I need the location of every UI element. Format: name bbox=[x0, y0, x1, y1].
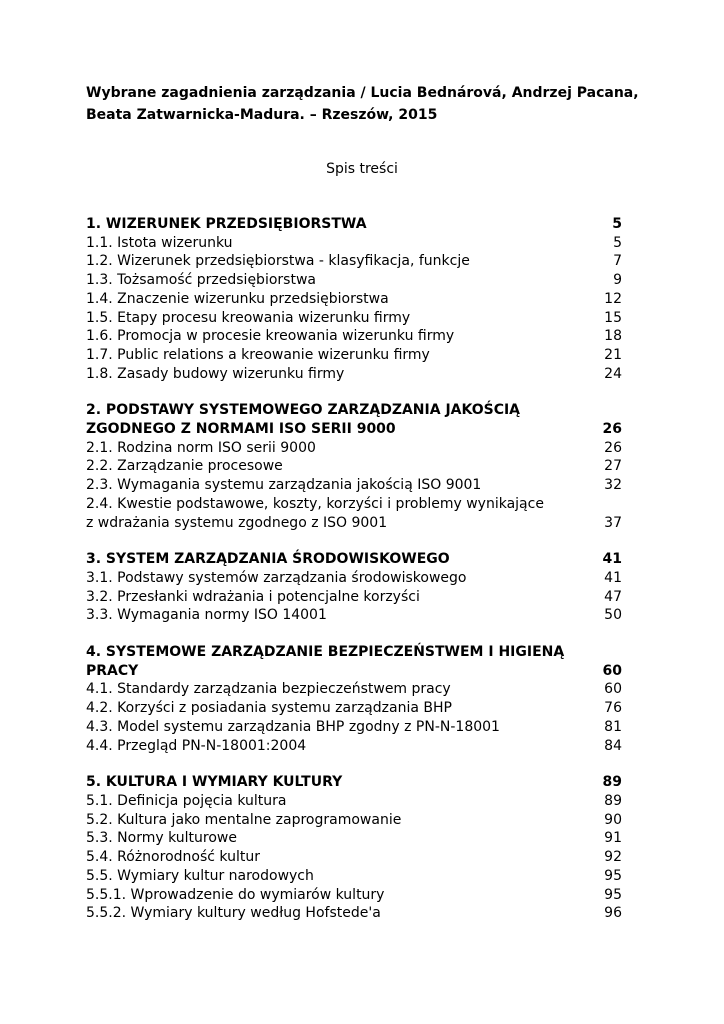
entry-label: 1.6. Promocja w procesie kreowania wizerunku firmy bbox=[86, 328, 455, 345]
toc-entry[interactable] bbox=[86, 718, 622, 737]
section-page-number: 60 bbox=[602, 662, 622, 679]
entry-page-number: 9 bbox=[613, 272, 622, 289]
entry-label-line-2: z wdrażania systemu zgodnego z ISO 9001 bbox=[86, 514, 388, 531]
section-heading-line-2[interactable] bbox=[86, 662, 622, 681]
entry-label: 2.3. Wymagania systemu zarządzania jakością ISO 9001 bbox=[86, 477, 482, 494]
section-title-line-2: PRACY bbox=[86, 662, 139, 679]
entry-label: 4.4. Przegląd PN-N-18001:2004 bbox=[86, 737, 307, 754]
entry-label: 4.2. Korzyści z posiadania systemu zarządzania BHP bbox=[86, 700, 452, 717]
toc-entry[interactable] bbox=[86, 848, 622, 867]
entry-page-number: 47 bbox=[604, 588, 622, 605]
entry-page-number: 37 bbox=[604, 514, 622, 531]
entry-label: 5.2. Kultura jako mentalne zaprogramowanie bbox=[86, 811, 402, 828]
entry-label: 1.2. Wizerunek przedsiębiorstwa - klasyfikacja, funkcje bbox=[86, 253, 470, 270]
entry-page-number: 26 bbox=[604, 439, 622, 456]
toc-section-4 bbox=[86, 643, 622, 755]
toc-entry[interactable] bbox=[86, 439, 622, 458]
entry-page-number: 15 bbox=[604, 309, 622, 326]
entry-label: 3.1. Podstawy systemów zarządzania środowiskowego bbox=[86, 569, 467, 586]
entry-label: 5.5. Wymiary kultur narodowych bbox=[86, 867, 314, 884]
entry-label: 2.1. Rodzina norm ISO serii 9000 bbox=[86, 439, 316, 456]
toc-entry[interactable] bbox=[86, 886, 622, 905]
toc-entry[interactable] bbox=[86, 792, 622, 811]
entry-page-number: 18 bbox=[604, 328, 622, 345]
section-title-line-2: ZGODNEGO Z NORMAMI ISO SERII 9000 bbox=[86, 421, 396, 438]
toc-entry[interactable] bbox=[86, 737, 622, 756]
section-title-line-1: 4. SYSTEMOWE ZARZĄDZANIE BEZPIECZEŃSTWEM I HIGIENĄ bbox=[86, 644, 565, 661]
entry-label: 3.2. Przesłanki wdrażania i potencjalne korzyści bbox=[86, 588, 420, 605]
toc-entry[interactable] bbox=[86, 309, 622, 328]
entry-label-line-1: 2.4. Kwestie podstawowe, koszty, korzyści i problemy wynikające bbox=[86, 495, 544, 512]
toc-section-1 bbox=[86, 215, 622, 383]
section-heading-line-1[interactable] bbox=[86, 401, 622, 420]
entry-page-number: 21 bbox=[604, 346, 622, 363]
section-heading[interactable] bbox=[86, 550, 622, 569]
entry-page-number: 41 bbox=[604, 569, 622, 586]
entry-label: 3.3. Wymagania normy ISO 14001 bbox=[86, 607, 327, 624]
toc-section-2 bbox=[86, 401, 622, 532]
entry-page-number: 81 bbox=[604, 718, 622, 735]
entry-page-number: 89 bbox=[604, 792, 622, 809]
header-line-1: Wybrane zagadnienia zarządzania / Lucia Bednárová, Andrzej Pacana, bbox=[86, 85, 639, 101]
entry-label: 5.5.1. Wprowadzenie do wymiarów kultury bbox=[86, 886, 385, 903]
entry-page-number: 7 bbox=[613, 253, 622, 270]
section-heading[interactable] bbox=[86, 773, 622, 792]
header-line-2: Beata Zatwarnicka-Madura. – Rzeszów, 2015 bbox=[86, 107, 438, 123]
entry-page-number: 12 bbox=[604, 290, 622, 307]
entry-label: 1.5. Etapy procesu kreowania wizerunku firmy bbox=[86, 309, 411, 326]
section-title: 1. WIZERUNEK PRZEDSIĘBIORSTWA bbox=[86, 216, 367, 232]
entry-page-number: 76 bbox=[604, 700, 622, 717]
entry-label: 5.5.2. Wymiary kultury według Hofstede'a bbox=[86, 905, 381, 922]
section-heading-line-1[interactable] bbox=[86, 643, 622, 662]
toc-entry[interactable] bbox=[86, 271, 622, 290]
entry-label: 1.3. Tożsamość przedsiębiorstwa bbox=[86, 272, 316, 289]
section-page-number: 5 bbox=[612, 216, 622, 232]
entry-page-number: 96 bbox=[604, 905, 622, 922]
bibliographic-header bbox=[86, 82, 646, 126]
section-heading-line-2[interactable] bbox=[86, 420, 622, 439]
entry-page-number: 95 bbox=[604, 867, 622, 884]
toc-entry[interactable] bbox=[86, 457, 622, 476]
entry-page-number: 95 bbox=[604, 886, 622, 903]
entry-label: 1.1. Istota wizerunku bbox=[86, 234, 233, 251]
toc-entry[interactable] bbox=[86, 346, 622, 365]
entry-page-number: 90 bbox=[604, 811, 622, 828]
toc-entry[interactable] bbox=[86, 252, 622, 271]
entry-page-number: 92 bbox=[604, 849, 622, 866]
toc-entry[interactable] bbox=[86, 290, 622, 309]
section-page-number: 26 bbox=[602, 421, 622, 438]
section-heading[interactable] bbox=[86, 215, 622, 234]
section-title: 3. SYSTEM ZARZĄDZANIA ŚRODOWISKOWEGO bbox=[86, 551, 450, 568]
entry-page-number: 24 bbox=[604, 365, 622, 382]
section-title-line-1: 2. PODSTAWY SYSTEMOWEGO ZARZĄDZANIA JAKOŚCIĄ bbox=[86, 402, 521, 419]
toc-title: Spis treści bbox=[326, 161, 398, 177]
toc-entry-line-1[interactable] bbox=[86, 495, 622, 514]
toc-entry[interactable] bbox=[86, 476, 622, 495]
section-title: 5. KULTURA I WYMIARY KULTURY bbox=[86, 774, 343, 791]
toc-entry-line-2[interactable] bbox=[86, 514, 622, 533]
entry-label: 2.2. Zarządzanie procesowe bbox=[86, 458, 283, 475]
entry-label: 5.4. Różnorodność kultur bbox=[86, 849, 260, 866]
entry-page-number: 60 bbox=[604, 681, 622, 698]
entry-page-number: 91 bbox=[604, 830, 622, 847]
toc-entry[interactable] bbox=[86, 699, 622, 718]
toc-entry[interactable] bbox=[86, 365, 622, 384]
entry-label: 5.1. Definicja pojęcia kultura bbox=[86, 792, 287, 809]
entry-page-number: 32 bbox=[604, 477, 622, 494]
entry-label: 1.4. Znaczenie wizerunku przedsiębiorstwa bbox=[86, 290, 389, 307]
toc-entry[interactable] bbox=[86, 680, 622, 699]
entry-label: 1.8. Zasady budowy wizerunku firmy bbox=[86, 365, 345, 382]
toc-entry[interactable] bbox=[86, 867, 622, 886]
toc-entry[interactable] bbox=[86, 829, 622, 848]
table-of-contents bbox=[86, 215, 622, 941]
section-page-number: 89 bbox=[602, 774, 622, 791]
entry-page-number: 27 bbox=[604, 458, 622, 475]
entry-label: 4.3. Model systemu zarządzania BHP zgodny z PN-N-18001 bbox=[86, 718, 500, 735]
entry-label: 5.3. Normy kulturowe bbox=[86, 830, 237, 847]
toc-section-3 bbox=[86, 550, 622, 625]
toc-entry[interactable] bbox=[86, 234, 622, 253]
entry-page-number: 84 bbox=[604, 737, 622, 754]
section-page-number: 41 bbox=[602, 551, 622, 568]
entry-page-number: 5 bbox=[613, 234, 622, 251]
entry-page-number: 50 bbox=[604, 607, 622, 624]
toc-section-5 bbox=[86, 773, 622, 923]
toc-entry[interactable] bbox=[86, 606, 622, 625]
toc-entry[interactable] bbox=[86, 588, 622, 607]
toc-entry[interactable] bbox=[86, 811, 622, 830]
toc-entry[interactable] bbox=[86, 327, 622, 346]
entry-label: 4.1. Standardy zarządzania bezpieczeństwem pracy bbox=[86, 681, 451, 698]
entry-label: 1.7. Public relations a kreowanie wizerunku firmy bbox=[86, 346, 430, 363]
toc-entry[interactable] bbox=[86, 904, 622, 923]
toc-entry[interactable] bbox=[86, 569, 622, 588]
